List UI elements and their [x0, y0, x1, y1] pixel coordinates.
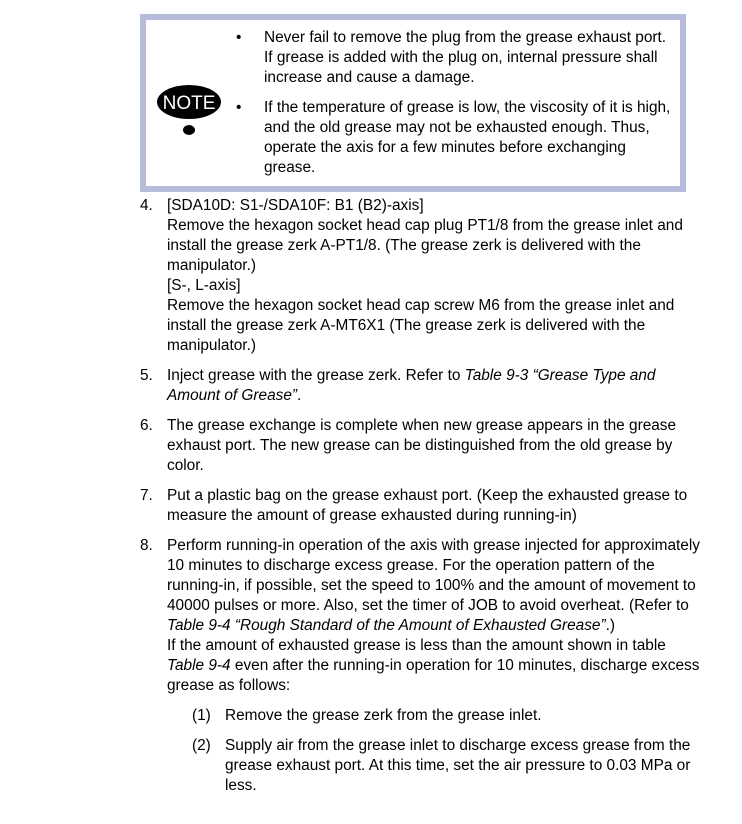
step-text: [SDA10D: S1-/SDA10F: B1 (B2)-axis] [167, 197, 424, 214]
step-7 [140, 486, 700, 526]
step-text: Put a plastic bag on the grease exhaust port. (Keep the exhausted grease to measure the amount of grease exhausted during running-in) [167, 487, 688, 524]
step-5 [140, 366, 700, 406]
sub-step-1 [167, 706, 700, 726]
sub-step-number: (1) [192, 707, 211, 724]
sub-step-text: Remove the grease zerk from the grease inlet. [225, 707, 542, 724]
step-number: 8. [140, 537, 153, 554]
step-text: The grease exchange is complete when new grease appears in the grease exhaust port. The new grease can be distinguished from the old grease by color. [167, 417, 677, 474]
sub-step-text: Supply air from the grease inlet to discharge excess grease from the grease exhaust port. At this time, set the air pressure to 0.03 MPa or less. [225, 737, 691, 794]
bullet-icon: • [236, 29, 242, 46]
step-number: 4. [140, 197, 153, 214]
step-text: Remove the hexagon socket head cap plug PT1/8 from the grease inlet and install the grease zerk A-PT1/8. (The grease zerk is delivered with the manipulator.) [167, 217, 683, 274]
step-8 [140, 536, 700, 796]
sub-step-2 [167, 736, 700, 796]
note-bullets [234, 28, 674, 188]
note-label: NOTE [162, 93, 216, 114]
procedure-steps [140, 196, 700, 806]
step-6 [140, 416, 700, 476]
bullet-icon: • [236, 99, 242, 116]
step-number: 6. [140, 417, 153, 434]
step-text: Remove the hexagon socket head cap screw M6 from the grease inlet and install the grease zerk A-MT6X1 (The grease zerk is delivered with the manipulator.) [167, 297, 675, 354]
step-number: 7. [140, 487, 153, 504]
step-4 [140, 196, 700, 356]
note-bullet [234, 28, 674, 88]
table-reference: Table 9-4 [167, 657, 231, 674]
note-bullet [234, 98, 674, 178]
step-number: 5. [140, 367, 153, 384]
step-text: Perform running-in operation of the axis with grease injected for approximately 10 minutes to discharge excess grease. For the operation pattern of the running-in, if possible, set the speed to 100% and the amount of movement to 40000 pulses or more. Also, set the timer of JOB to avoid overheat. (Refer to Table 9-4 “Rough Standard of the Amount of Exhausted Grease”.) [167, 537, 700, 634]
note-icon [156, 80, 222, 140]
note-bullet-text: Never fail to remove the plug from the grease exhaust port. If grease is added with the plug on, internal pressure shall increase and cause a damage. [264, 29, 667, 86]
sub-step-number: (2) [192, 737, 211, 754]
table-reference: Table 9-4 “Rough Standard of the Amount of Exhausted Grease” [167, 617, 606, 634]
note-box [140, 14, 686, 192]
step-text: If the amount of exhausted grease is less than the amount shown in table Table 9-4 even after the running-in operation for 10 minutes, discharge excess grease as follows: [167, 637, 700, 694]
note-bullet-text: If the temperature of grease is low, the viscosity of it is high, and the old grease may not be exhausted enough. Thus, operate the axis for a few minutes before exchanging grease. [264, 99, 671, 176]
step-text: [S-, L-axis] [167, 277, 241, 294]
step-text: Inject grease with the grease zerk. Refer to Table 9-3 “Grease Type and Amount of Grease”. [167, 367, 656, 404]
table-reference: Table 9-3 “Grease Type and Amount of Grease” [167, 367, 656, 404]
